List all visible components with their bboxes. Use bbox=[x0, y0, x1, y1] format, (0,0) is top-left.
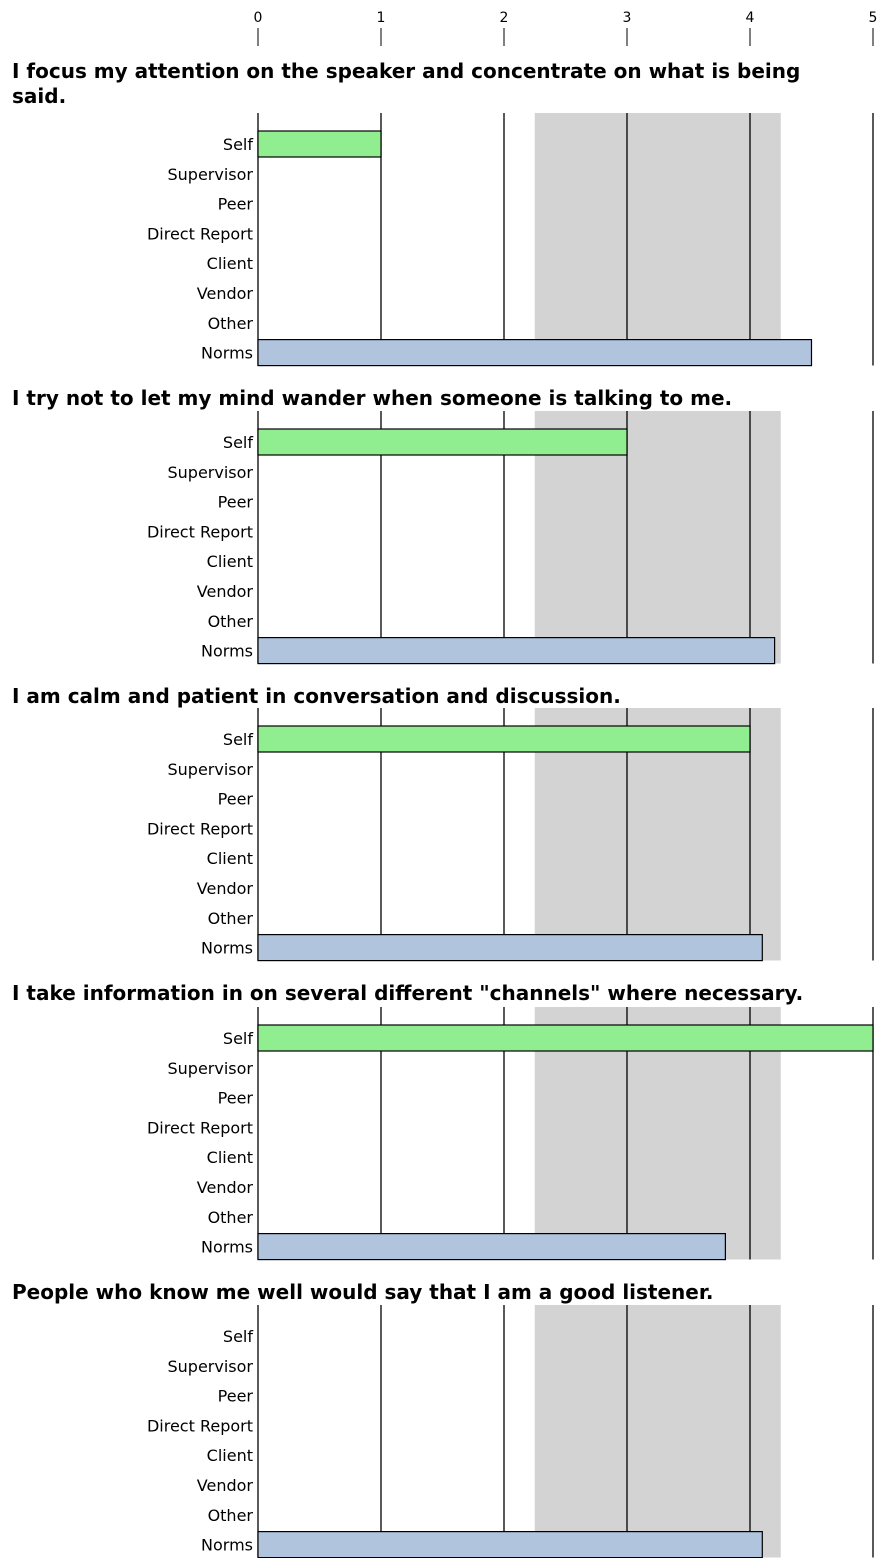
category-label: Self bbox=[222, 1029, 253, 1048]
category-label: Client bbox=[206, 1148, 253, 1168]
category-label: Norms bbox=[201, 343, 253, 363]
question-panel bbox=[12, 59, 873, 366]
bar-self bbox=[258, 131, 381, 157]
x-tick-label: 0 bbox=[253, 10, 263, 26]
category-label: Norms bbox=[201, 641, 253, 661]
question-panel bbox=[12, 386, 873, 664]
category-label: Other bbox=[207, 313, 253, 333]
x-tick-label: 4 bbox=[745, 10, 755, 26]
question-panel bbox=[12, 684, 873, 961]
bar-self bbox=[258, 726, 750, 752]
x-tick-label: 5 bbox=[868, 10, 878, 26]
bar-norms bbox=[258, 638, 775, 664]
bar-norms bbox=[258, 1234, 725, 1260]
category-label: Norms bbox=[201, 1535, 253, 1555]
category-label: Vendor bbox=[196, 284, 253, 303]
bar-norms bbox=[258, 1532, 762, 1558]
category-label: Vendor bbox=[196, 1178, 253, 1197]
category-label: Supervisor bbox=[167, 462, 253, 482]
category-label: Peer bbox=[217, 194, 253, 214]
category-label: Norms bbox=[201, 938, 253, 958]
norm-band bbox=[535, 113, 781, 366]
category-label: Self bbox=[222, 730, 253, 749]
category-label: Other bbox=[207, 1505, 253, 1525]
question-title: I take information in on several different "channels" where necessary. bbox=[12, 981, 804, 1005]
category-label: Supervisor bbox=[167, 1356, 253, 1376]
category-label: Self bbox=[222, 1327, 253, 1346]
category-label: Direct Report bbox=[146, 819, 253, 839]
category-label: Norms bbox=[201, 1237, 253, 1257]
category-label: Client bbox=[206, 849, 253, 869]
category-label: Supervisor bbox=[167, 759, 253, 779]
question-title: I focus my attention on the speaker and concentrate on what is being bbox=[12, 59, 801, 83]
category-label: Vendor bbox=[196, 1476, 253, 1495]
category-label: Vendor bbox=[196, 879, 253, 898]
x-tick-label: 2 bbox=[499, 10, 509, 26]
bar-self bbox=[258, 1025, 873, 1051]
category-label: Direct Report bbox=[146, 224, 253, 244]
x-tick-label: 1 bbox=[376, 10, 386, 26]
category-label: Supervisor bbox=[167, 164, 253, 184]
question-title: said. bbox=[12, 84, 67, 108]
category-label: Peer bbox=[217, 789, 253, 809]
category-label: Peer bbox=[217, 1088, 253, 1108]
bar-self bbox=[258, 429, 627, 455]
category-label: Other bbox=[207, 611, 253, 631]
question-title: I try not to let my mind wander when someone is talking to me. bbox=[12, 386, 733, 410]
x-tick-label: 3 bbox=[622, 10, 632, 26]
category-label: Direct Report bbox=[146, 522, 253, 542]
category-label: Other bbox=[207, 1207, 253, 1227]
category-label: Client bbox=[206, 254, 253, 274]
category-label: Peer bbox=[217, 1386, 253, 1406]
bar-norms bbox=[258, 340, 812, 366]
category-label: Client bbox=[206, 552, 253, 572]
norm-band bbox=[535, 1305, 781, 1558]
category-label: Supervisor bbox=[167, 1058, 253, 1078]
category-label: Self bbox=[222, 135, 253, 154]
question-title: I am calm and patient in conversation and discussion. bbox=[12, 684, 621, 708]
category-label: Direct Report bbox=[146, 1118, 253, 1138]
bar-norms bbox=[258, 935, 762, 961]
category-label: Peer bbox=[217, 492, 253, 512]
category-label: Other bbox=[207, 908, 253, 928]
category-label: Self bbox=[222, 433, 253, 452]
question-panel bbox=[12, 1280, 873, 1558]
question-panel bbox=[12, 981, 873, 1260]
question-title: People who know me well would say that I am a good listener. bbox=[12, 1280, 714, 1304]
category-label: Vendor bbox=[196, 582, 253, 601]
category-label: Client bbox=[206, 1446, 253, 1466]
category-label: Direct Report bbox=[146, 1416, 253, 1436]
